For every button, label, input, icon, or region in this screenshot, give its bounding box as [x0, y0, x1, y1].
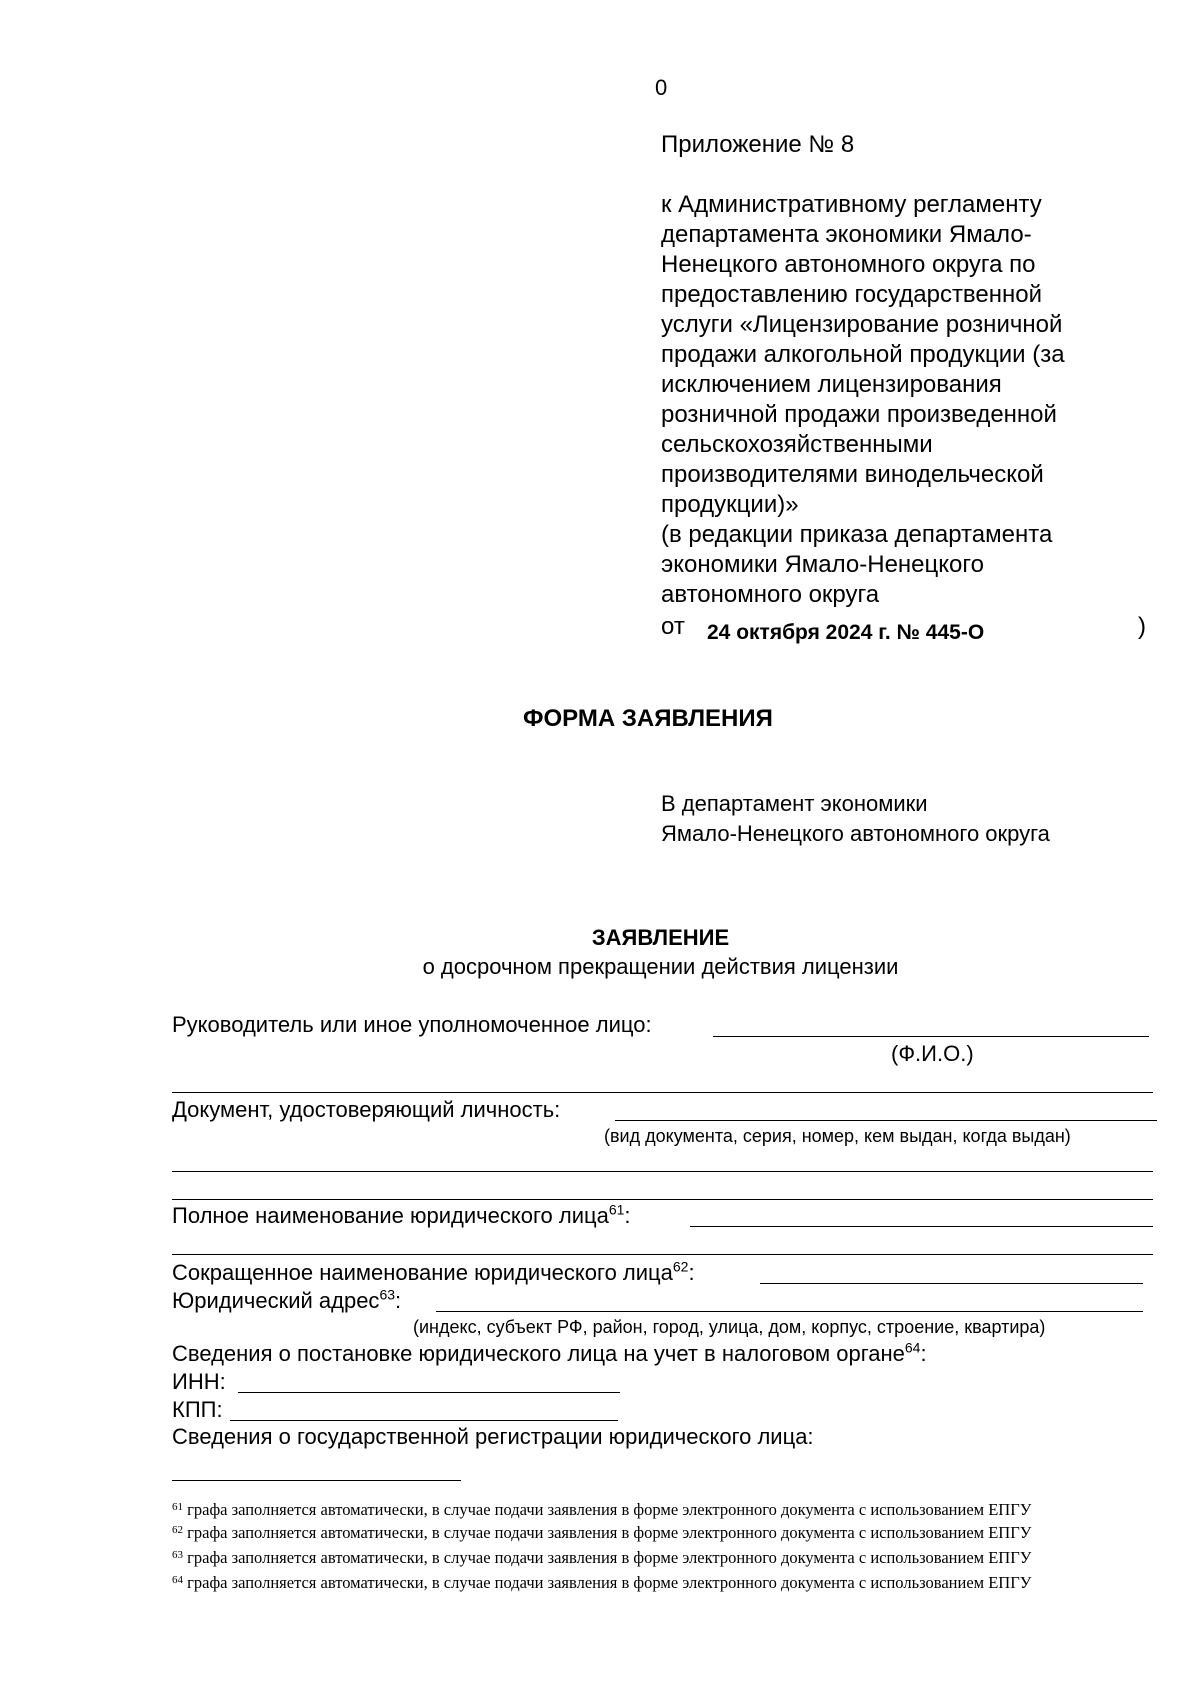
inn-label: ИНН:	[172, 1369, 226, 1394]
head-label: Руководитель или иное уполномоченное лицо:	[172, 1012, 652, 1037]
id-doc-hint: (вид документа, серия, номер, кем выдан, когда выдан)	[604, 1126, 1071, 1146]
order-date-number: 24 октября 2024 г. № 445-О	[707, 621, 985, 644]
form-title: ФОРМА ЗАЯВЛЕНИЯ	[523, 705, 773, 732]
appendix-line: предоставлению государственной	[661, 281, 1043, 308]
appendix-title: Приложение № 8	[661, 131, 855, 158]
addressee-line: Ямало-Ненецкого автономного округа	[661, 821, 1050, 846]
id-doc-extra-line[interactable]	[172, 1171, 1153, 1172]
footnote: $^{63}$ графа заполняется автоматически, в случае подачи заявления в форме электронного документа с использованием ЕПГУ	[172, 1548, 1032, 1567]
tax-label: Сведения о постановке юридического лица на учет в налоговом органе$^{64}$:	[172, 1339, 927, 1366]
footnote: $^{61}$ графа заполняется автоматически, в случае подачи заявления в форме электронного документа с использованием ЕПГУ	[172, 1500, 1032, 1519]
head-fio-hint: (Ф.И.О.)	[891, 1041, 974, 1066]
footnote: $^{64}$ графа заполняется автоматически, в случае подачи заявления в форме электронного документа с использованием ЕПГУ	[172, 1573, 1032, 1592]
footnote-ref[interactable]: 61	[608, 1201, 625, 1218]
appendix-line: к Административному регламенту	[661, 191, 1042, 218]
full-name-line[interactable]	[690, 1226, 1153, 1227]
appendix-line: департамента экономики Ямало-	[661, 221, 1032, 248]
head-extra-line[interactable]	[172, 1092, 1153, 1093]
appendix-line: сельскохозяйственными	[661, 431, 933, 458]
statement-title: ЗАЯВЛЕНИЕ	[591, 925, 730, 950]
short-name-line[interactable]	[760, 1283, 1143, 1284]
appendix-line: продажи алкогольной продукции (за	[661, 341, 1065, 368]
address-hint: (индекс, субъект РФ, район, город, улица, дом, корпус, строение, квартира)	[413, 1317, 1046, 1337]
appendix-line: (в редакции приказа департамента	[661, 521, 1053, 548]
footnote: $^{62}$ графа заполняется автоматически, в случае подачи заявления в форме электронного документа с использованием ЕПГУ	[172, 1523, 1032, 1542]
footnote-ref[interactable]: 63	[379, 1286, 396, 1303]
appendix-line: услуги «Лицензирование розничной	[661, 311, 1063, 338]
footnote-separator	[172, 1480, 461, 1481]
kpp-label: КПП:	[172, 1397, 223, 1422]
full-name-label: Полное наименование юридического лица$^{61}$:	[172, 1201, 631, 1228]
id-doc-label: Документ, удостоверяющий личность:	[172, 1097, 561, 1122]
appendix-line: производителями винодельческой	[661, 461, 1044, 488]
footnote-ref[interactable]: 62	[672, 1258, 689, 1275]
order-prefix: от	[661, 613, 685, 640]
appendix-line: автономного округа	[661, 581, 880, 608]
appendix-line: Ненецкого автономного округа по	[661, 251, 1036, 278]
addressee-line: В департамент экономики	[661, 791, 928, 816]
appendix-line: экономики Ямало-Ненецкого	[661, 551, 984, 578]
page-number: 0	[655, 75, 668, 100]
order-close-paren: )	[1138, 613, 1146, 640]
statement-subtitle: о досрочном прекращении действия лицензии	[422, 954, 899, 979]
full-name-extra-line[interactable]	[172, 1254, 1153, 1255]
inn-line[interactable]	[238, 1392, 620, 1393]
appendix-line: исключением лицензирования	[661, 371, 1002, 398]
head-fio-line[interactable]	[713, 1036, 1149, 1037]
short-name-label: Сокращенное наименование юридического лица$^{62}$:	[172, 1258, 695, 1285]
registration-label: Сведения о государственной регистрации юридического лица:	[172, 1424, 814, 1449]
footnote-ref[interactable]: 64	[904, 1339, 921, 1356]
id-doc-line[interactable]	[615, 1120, 1157, 1121]
address-line[interactable]	[436, 1311, 1143, 1312]
id-doc-extra-line[interactable]	[172, 1199, 1153, 1200]
appendix-line: розничной продажи произведенной	[661, 401, 1057, 428]
kpp-line[interactable]	[230, 1420, 618, 1421]
address-label: Юридический адрес$^{63}$:	[172, 1286, 402, 1313]
appendix-line: продукции)»	[661, 491, 799, 518]
